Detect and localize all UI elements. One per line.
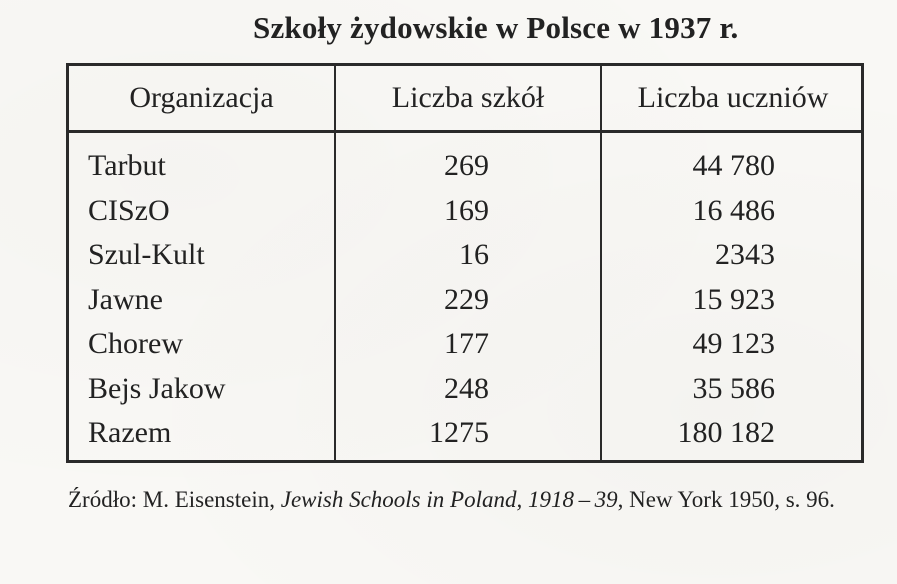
school-count: 229 [444, 282, 489, 316]
source-suffix: , New York 1950, s. 96. [617, 487, 835, 512]
organization-name: Tarbut [88, 149, 166, 182]
organization-name: Jawne [88, 282, 163, 316]
organization-name: CISzO [88, 193, 170, 227]
source-book-title: Jewish Schools in Poland, 1918 – 39 [280, 487, 618, 512]
table-title: Szkoły żydowskie w Polsce w 1937 r. [253, 10, 739, 45]
student-count: 16 486 [692, 193, 775, 227]
table-body [69, 144, 861, 456]
source-note [68, 483, 868, 516]
student-count: 15 923 [692, 282, 775, 316]
header-organization: Organizacja [129, 81, 274, 114]
organization-name: Chorew [88, 327, 183, 360]
school-count: 169 [444, 193, 489, 227]
student-count: 2343 [715, 238, 775, 271]
organization-name: Bejs Jakow [88, 371, 226, 405]
table-row-total [69, 411, 861, 456]
table-row [69, 233, 861, 278]
student-count: 35 586 [692, 371, 775, 405]
table-row [69, 278, 861, 323]
header-school-count: Liczba szkół [391, 81, 545, 114]
table-header-row [69, 66, 861, 133]
header-student-count: Liczba uczniów [637, 81, 829, 114]
organization-name: Razem [88, 416, 172, 449]
student-count: 49 123 [692, 327, 775, 360]
table-row [69, 144, 861, 189]
school-count: 1275 [429, 416, 489, 449]
organization-name: Szul-Kult [88, 238, 205, 271]
school-count: 16 [459, 238, 489, 271]
table-row [69, 322, 861, 367]
school-count: 269 [444, 149, 489, 182]
student-count: 180 182 [677, 416, 775, 449]
school-count: 248 [444, 371, 489, 405]
table-row [69, 367, 861, 412]
source-prefix: Źródło: M. Eisenstein, [68, 487, 281, 512]
school-count: 177 [444, 327, 489, 360]
schools-table [66, 63, 864, 463]
student-count: 44 780 [692, 149, 775, 182]
table-row [69, 189, 861, 234]
